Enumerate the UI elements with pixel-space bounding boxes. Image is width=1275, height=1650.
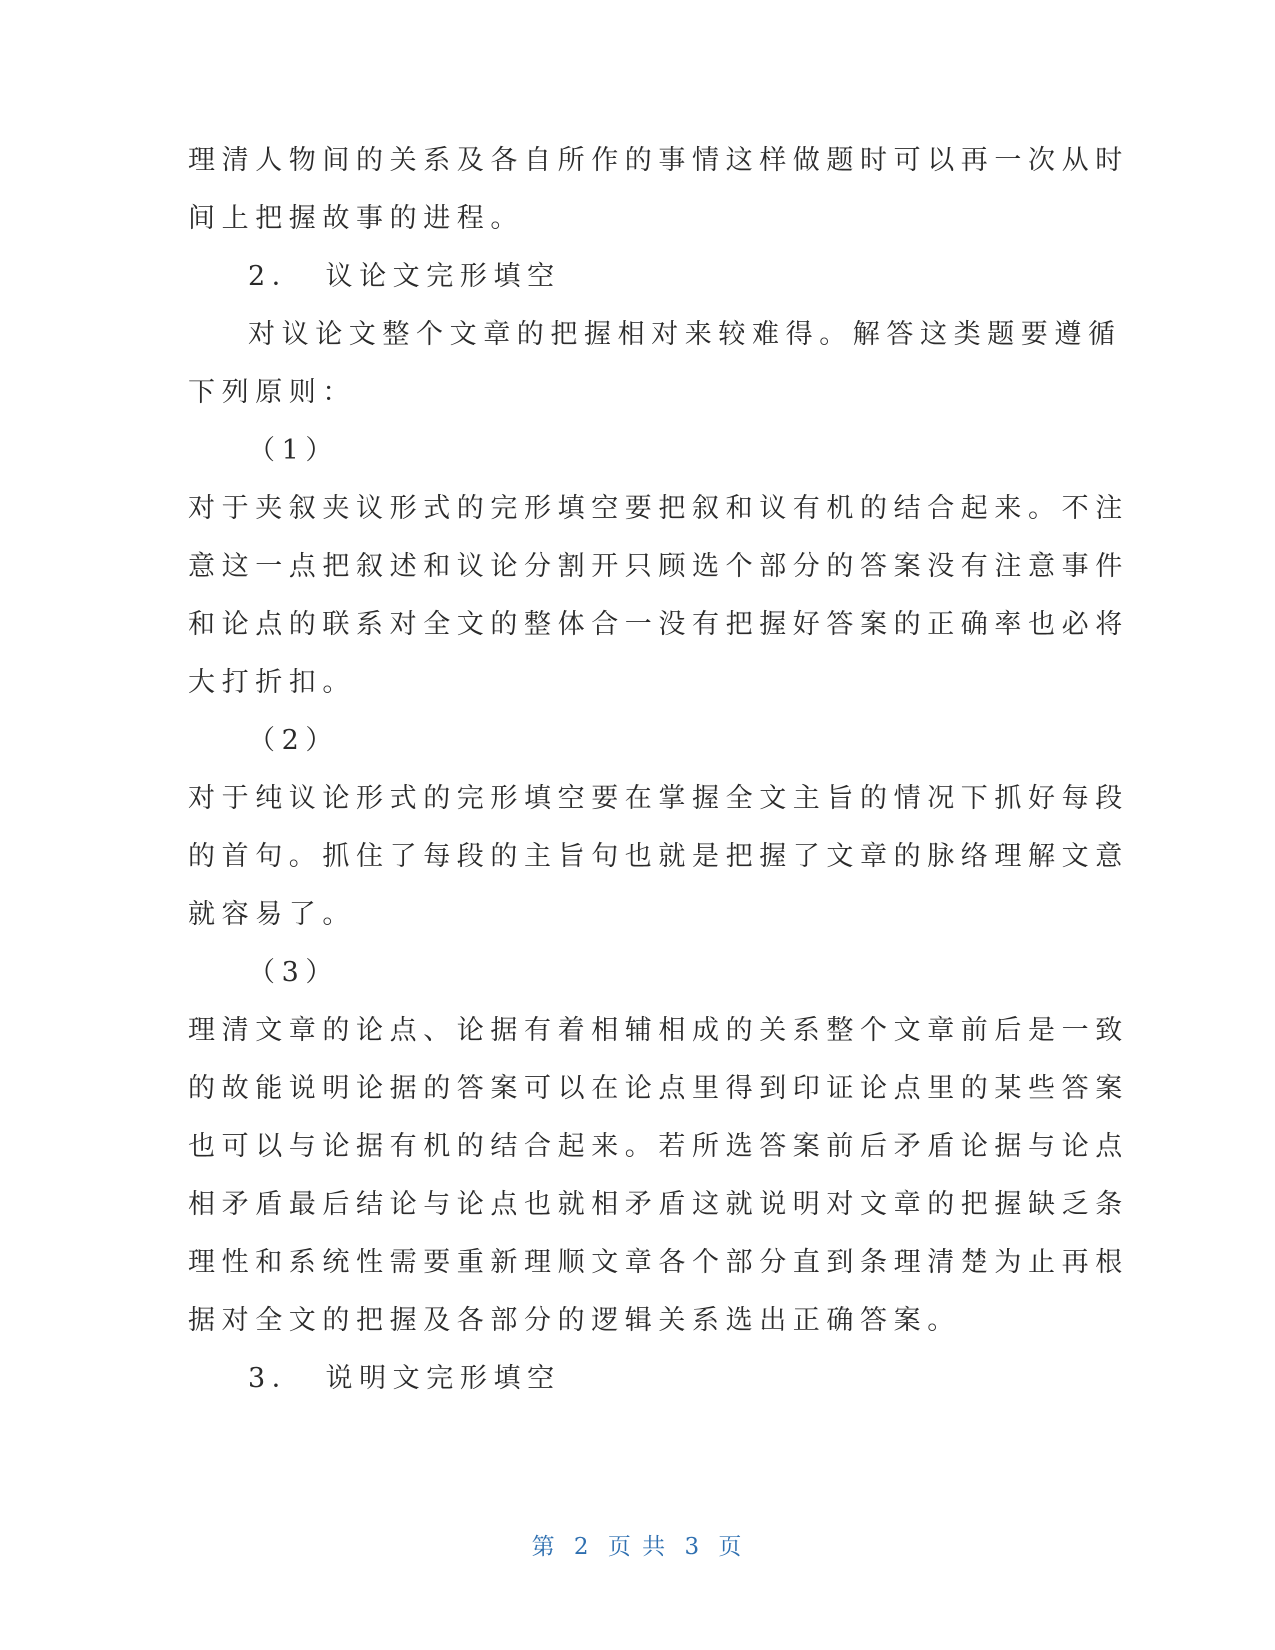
body-line: 的首句。抓住了每段的主旨句也就是把握了文章的脉络理解文意 [188, 841, 1129, 872]
footer-total-pages: 3 [684, 1534, 702, 1560]
body-line: 相矛盾最后结论与论点也就相矛盾这就说明对文章的把握缺乏条 [188, 1189, 1129, 1220]
list-number: （2） [248, 725, 339, 756]
body-line: 和论点的联系对全文的整体合一没有把握好答案的正确率也必将 [188, 609, 1129, 640]
list-number: （1） [248, 435, 339, 466]
body-line: 据对全文的把握及各部分的逻辑关系选出正确答案。 [188, 1305, 961, 1336]
body-line: 的故能说明论据的答案可以在论点里得到印证论点里的某些答案 [188, 1073, 1129, 1104]
body-line: 对于纯议论形式的完形填空要在掌握全文主旨的情况下抓好每段 [188, 783, 1129, 814]
body-line: 意这一点把叙述和议论分割开只顾选个部分的答案没有注意事件 [188, 551, 1129, 582]
footer-prefix: 第 [531, 1534, 557, 1560]
body-line: 对于夹叙夹议形式的完形填空要把叙和议有机的结合起来。不注 [188, 493, 1129, 524]
body-line: 下列原则： [188, 377, 356, 408]
list-number: （3） [248, 957, 339, 988]
body-line: 也可以与论据有机的结合起来。若所选答案前后矛盾论据与论点 [188, 1131, 1129, 1162]
body-line: 间上把握故事的进程。 [188, 203, 524, 234]
footer-page-number: 2 [573, 1534, 591, 1560]
body-line: 大打折扣。 [188, 667, 356, 698]
body-line: 理清人物间的关系及各自所作的事情这样做题时可以再一次从时 [188, 145, 1129, 176]
section-heading: 2． 议论文完形填空 [248, 261, 561, 292]
page-footer [0, 1528, 1275, 1561]
footer-middle: 页 共 [607, 1534, 668, 1560]
footer-suffix: 页 [718, 1534, 744, 1560]
body-line: 理性和系统性需要重新理顺文章各个部分直到条理清楚为止再根 [188, 1247, 1129, 1278]
section-heading: 3． 说明文完形填空 [248, 1363, 561, 1394]
body-line: 就容易了。 [188, 899, 356, 930]
body-line: 理清文章的论点、论据有着相辅相成的关系整个文章前后是一致 [188, 1015, 1129, 1046]
body-line: 对议论文整个文章的把握相对来较难得。解答这类题要遵循 [248, 319, 1122, 350]
